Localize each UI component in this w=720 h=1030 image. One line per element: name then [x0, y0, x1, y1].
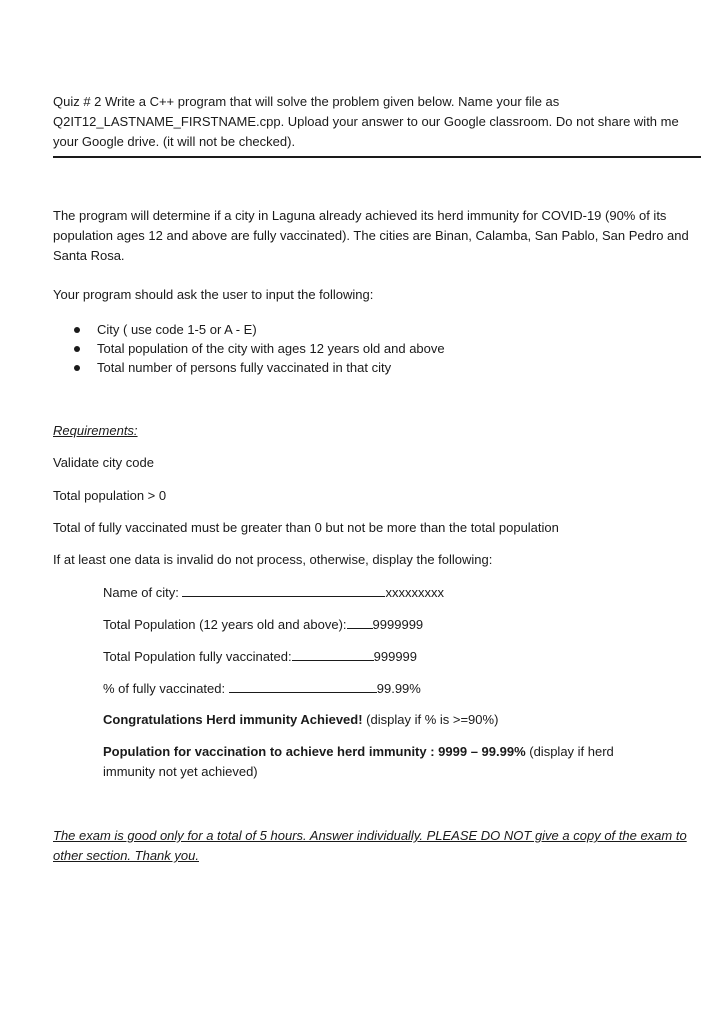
percent-label: % of fully vaccinated:: [103, 681, 226, 696]
requirement-line: Total of fully vaccinated must be greater than 0 but not be more than the total population: [53, 520, 559, 535]
vaccinated-value: 999999: [373, 649, 418, 664]
total-label: Total Population (12 years old and above):: [103, 617, 347, 632]
congrats-line: [103, 710, 498, 730]
output-city-line: [103, 582, 444, 603]
quiz-header: Quiz # 2 Write a C++ program that will solve the problem given below. Name your file as Q2IT12_LASTNAME_FIRSTNAME.cpp. Upload your answer to our Google classroom. Do not share with me your Google drive. (it will not be checked).: [53, 94, 679, 149]
total-value: 9999999: [372, 617, 424, 632]
header-divider: [53, 156, 701, 158]
exam-footer-note: The exam is good only for a total of 5 hours. Answer individually. PLEASE DO NOT give a copy of the exam to other section. Thank you.: [53, 828, 687, 863]
problem-description: The program will determine if a city in Laguna already achieved its herd immunity for COVID-19 (90% of its population ages 12 and above are fully vaccinated). The cities are Binan, Calamba, San Pablo, San Pedro and Santa Rosa.: [53, 208, 689, 263]
herd-text: Population for vaccination to achieve herd immunity : 9999 – 99.99%: [103, 744, 526, 759]
requirement-line: Validate city code: [53, 455, 154, 470]
list-item: City ( use code 1-5 or A - E): [70, 320, 690, 339]
output-total-line: [103, 614, 423, 635]
herd-immunity-line: [103, 742, 663, 782]
input-list: [70, 320, 690, 377]
requirement-line: Total population > 0: [53, 488, 167, 503]
congrats-note: (display if % is >=90%): [362, 712, 499, 727]
blank-line: [292, 646, 374, 661]
blank-line: [182, 582, 385, 597]
requirement-line: If at least one data is invalid do not process, otherwise, display the following:: [53, 552, 493, 567]
vaccinated-label: Total Population fully vaccinated:: [103, 649, 292, 664]
requirements-title: Requirements:: [53, 423, 138, 438]
herd-note: (display if herd immunity not yet achieved): [103, 744, 614, 779]
list-item: Total population of the city with ages 12 years old and above: [70, 339, 690, 358]
city-value: xxxxxxxxx: [385, 585, 444, 600]
output-percent-line: [103, 678, 421, 699]
blank-line: [229, 678, 377, 693]
blank-line: [347, 614, 373, 629]
congrats-text: Congratulations Herd immunity Achieved!: [103, 712, 363, 727]
output-vaccinated-line: [103, 646, 417, 667]
input-instructions: Your program should ask the user to input the following:: [53, 287, 374, 302]
city-label: Name of city:: [103, 585, 179, 600]
percent-value: 99.99%: [376, 681, 421, 696]
list-item: Total number of persons fully vaccinated in that city: [70, 358, 690, 377]
